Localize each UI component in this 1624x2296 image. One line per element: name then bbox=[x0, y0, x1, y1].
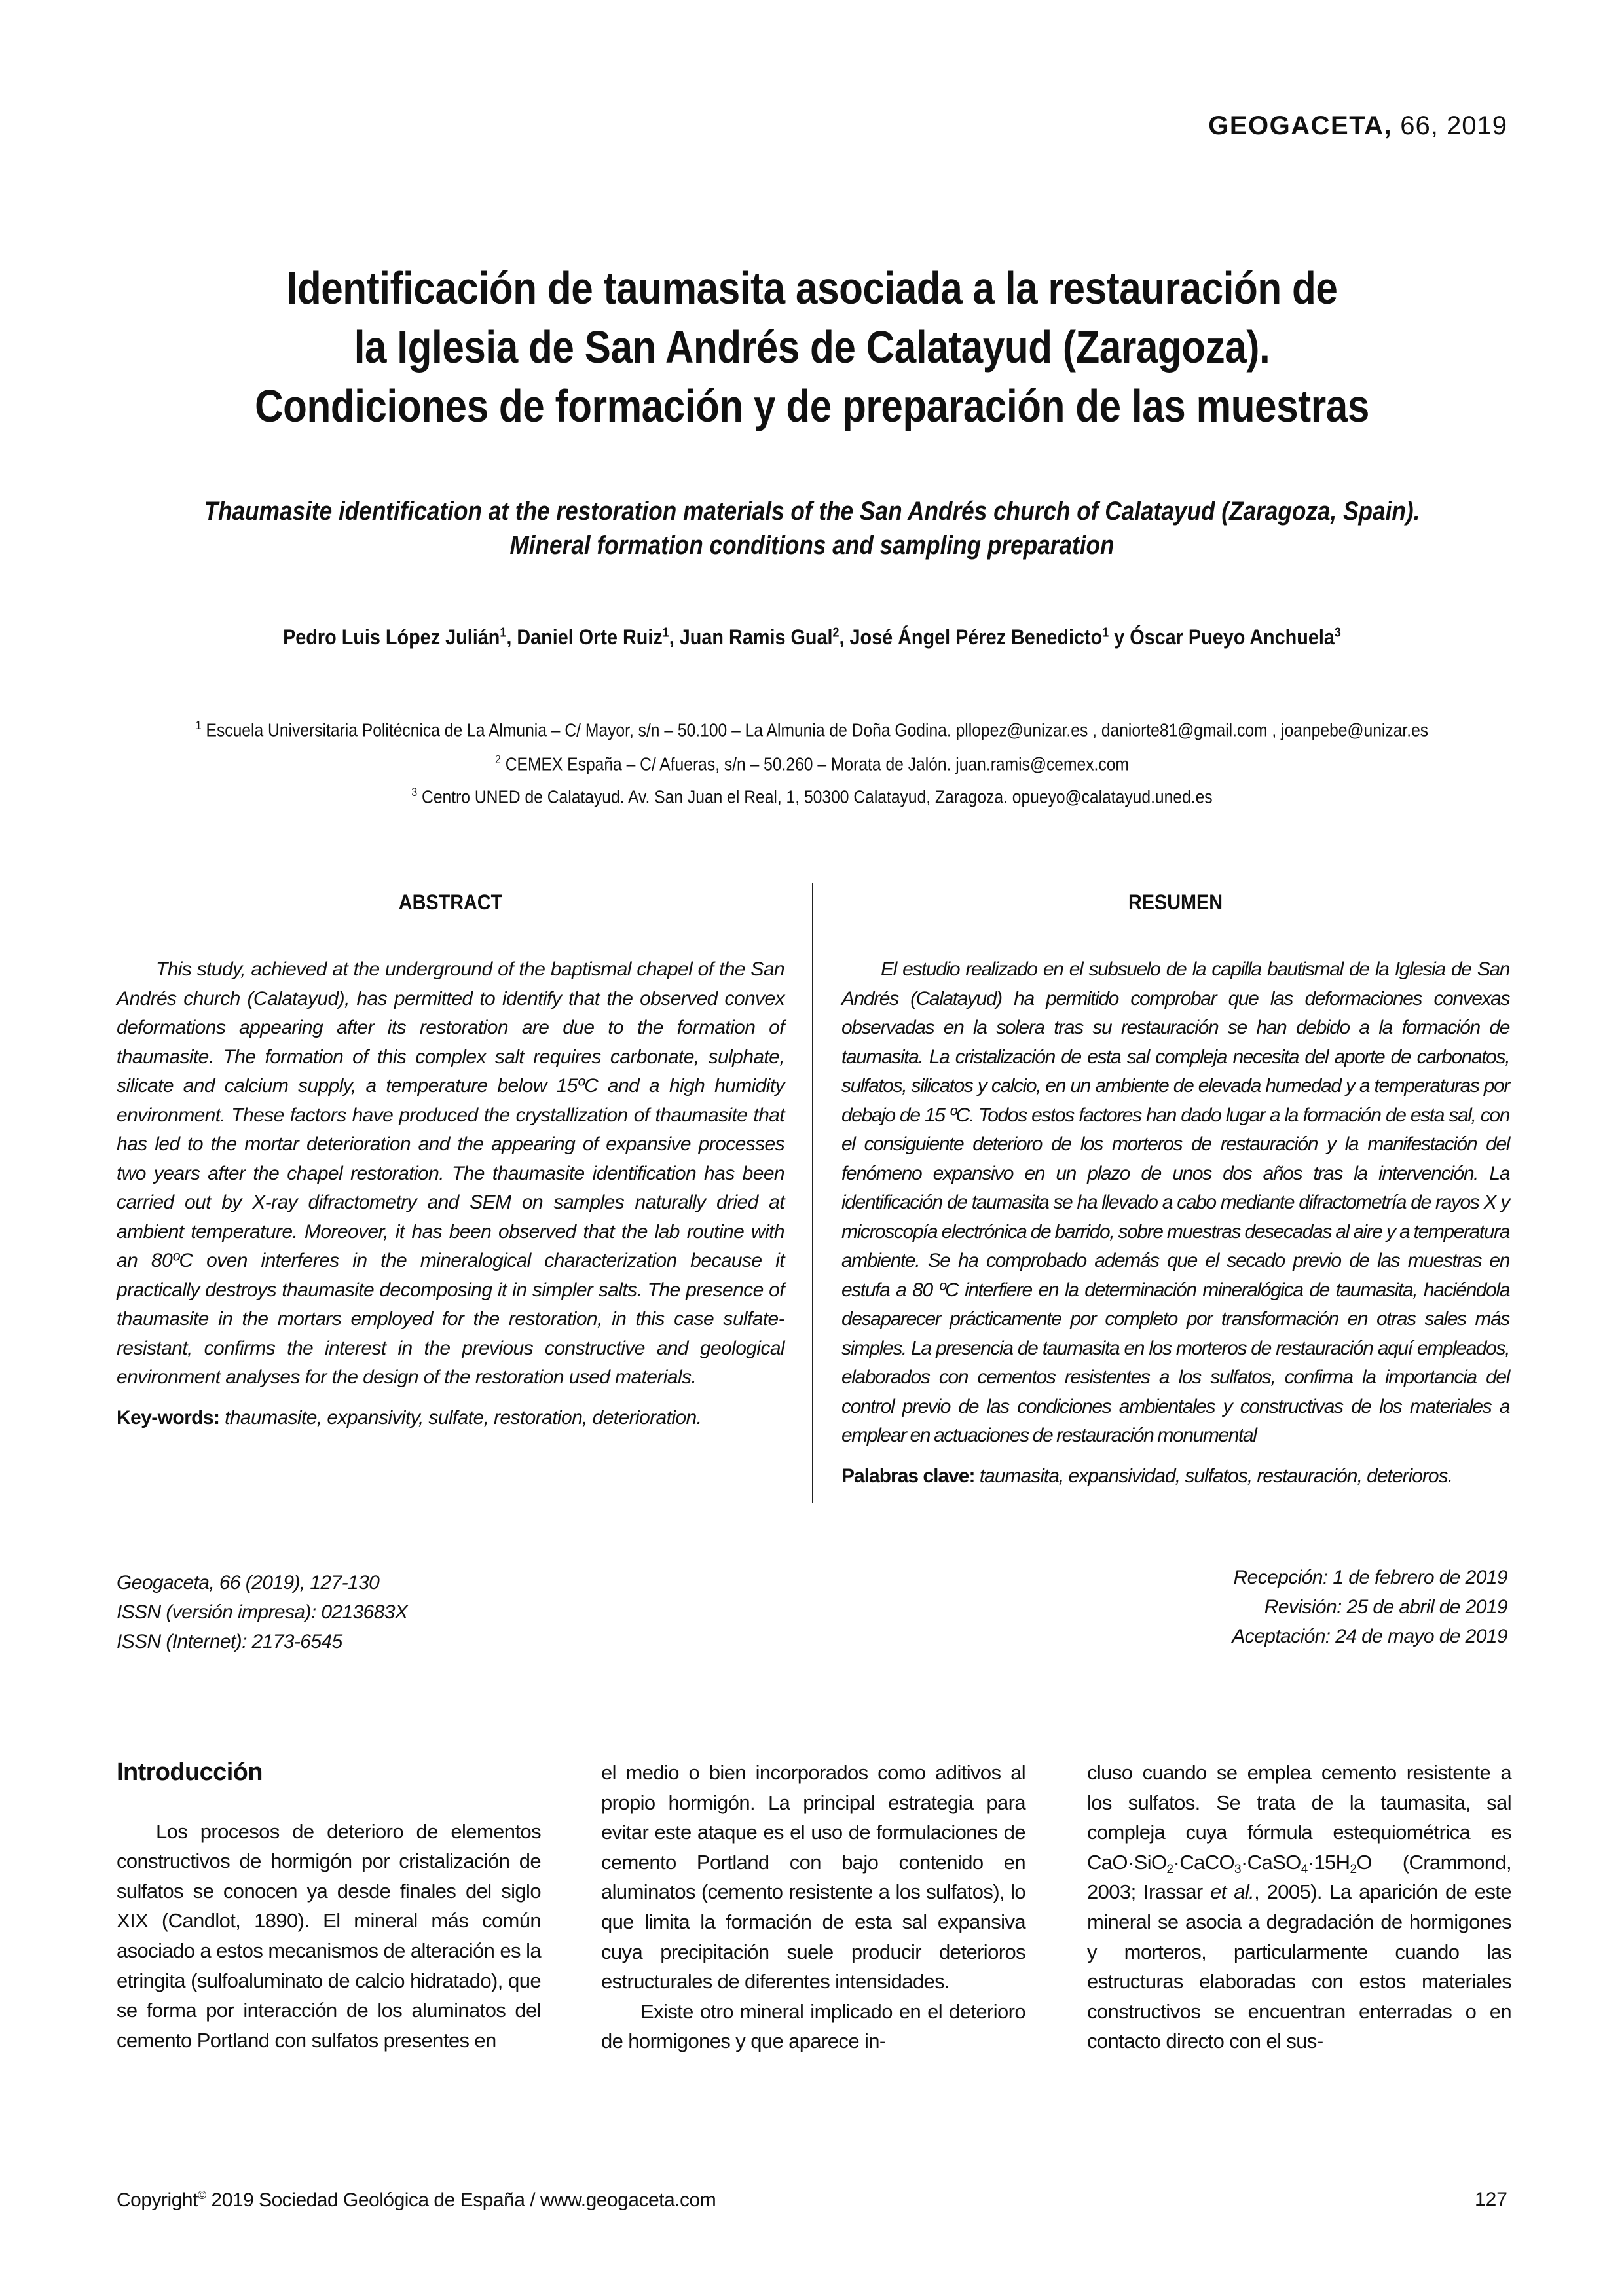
palabras-clave-list: taumasita, expansividad, sulfatos, restauración, deterioros. bbox=[974, 1465, 1452, 1487]
formula-part: ·CaCO bbox=[1173, 1850, 1234, 1874]
column-divider bbox=[812, 883, 813, 1503]
body-column-1 bbox=[117, 1758, 541, 2055]
copyright-label: Copyright bbox=[117, 2189, 198, 2211]
journal-header bbox=[1208, 111, 1507, 141]
publication-info bbox=[117, 1568, 407, 1656]
formula-subscript: 2 bbox=[1166, 1862, 1173, 1876]
keywords-list: thaumasite, expansivity, sulfate, restoration, deterioration. bbox=[219, 1406, 702, 1429]
palabras-clave bbox=[841, 1465, 1509, 1487]
author-affiliation-marker: 1 bbox=[1102, 625, 1109, 640]
author-list bbox=[152, 625, 1472, 649]
affiliation-3 bbox=[166, 786, 1457, 807]
keywords-label: Key-words: bbox=[117, 1406, 220, 1429]
affiliation-1 bbox=[166, 719, 1457, 740]
accepted-date: Aceptación: 24 de mayo de 2019 bbox=[1232, 1626, 1507, 1647]
resumen-text: El estudio realizado en el subsuelo de la capilla bautismal de la Iglesia de San Andrés (Calatayud) ha permitido comprobar que las deformaciones convexas observadas en la solera tras su restauración se han debido a la formación de taumasita. La cristalización de esta sal compleja necesita del aporte de carbonatos, sulfatos, silicatos y calcio, en un ambiente de elevada humedad y a temperaturas por debajo de 15 ºC. Todos estos factores han dado lugar a la formación de esta sal, con el consiguiente deterioro de los morteros de restauración y la manifestación del fenómeno expansivo en un plazo de unos dos años tras la intervención. La identificación de taumasita se ha llevado a cabo mediante difractometría de rayos X y microscopía electrónica de barrido, sobre muestras desecadas al aire y a temperatura ambiente. Se ha comprobado además que el secado previo de las muestras en estufa a 80 ºC interfiere en la determinación mineralógica de taumasita, haciéndola desaparecer prácticamente por completo por transformación en otras sales más simples. La presencia de taumasita en los morteros de restauración aquí empleados, elaborados con cementos resistentes a los sulfatos, confirma la importancia del control previo de las condiciones ambientales y constructivas de los materiales a emplear en actuaciones de restauración monumental bbox=[841, 958, 1509, 1446]
affiliation-text: CEMEX España – C/ Afueras, s/n – 50.260 – Morata de Jalón. juan.ramis@cemex.com bbox=[500, 754, 1129, 774]
copyright-footer bbox=[117, 2189, 716, 2212]
keywords bbox=[117, 1407, 784, 1429]
author-separator: , bbox=[669, 625, 680, 649]
author-name: Óscar Pueyo Anchuela bbox=[1130, 625, 1335, 649]
author-name: Daniel Orte Ruiz bbox=[517, 625, 663, 649]
copyright-text: 2019 Sociedad Geológica de España / www.geogaceta.com bbox=[206, 2189, 716, 2211]
text-run: (Crammond, 2003; Irassar bbox=[1087, 1850, 1511, 1904]
author-separator: , bbox=[506, 625, 517, 649]
affiliation-text: Escuela Universitaria Politécnica de La Almunia – C/ Mayor, s/n – 50.100 – La Almunia de Doña Godina. pllopez@unizar.es , daniorte81@gmail.com , joanpebe@unizar.es bbox=[201, 720, 1429, 740]
formula-part: O bbox=[1356, 1850, 1372, 1874]
author-separator: , bbox=[839, 625, 850, 649]
et-al: et al. bbox=[1210, 1880, 1255, 1904]
chemical-formula bbox=[1087, 1851, 1372, 1874]
author-name: Juan Ramis Gual bbox=[679, 625, 833, 649]
issn-print: ISSN (versión impresa): 0213683X bbox=[117, 1601, 408, 1623]
english-title bbox=[166, 494, 1457, 562]
abstract-heading: ABSTRACT bbox=[398, 890, 503, 914]
english-title-line-2: Mineral formation conditions and sampling preparation bbox=[509, 531, 1115, 560]
formula-part: ·CaSO bbox=[1240, 1850, 1301, 1874]
formula-part: CaO·SiO bbox=[1087, 1850, 1167, 1874]
revised-date: Revisión: 25 de abril de 2019 bbox=[1264, 1596, 1507, 1618]
author-affiliation-marker: 2 bbox=[832, 625, 840, 640]
formula-part: ·15H bbox=[1307, 1850, 1350, 1874]
title-line-3: Condiciones de formación y de preparación de las muestras bbox=[255, 380, 1369, 431]
body-paragraph: Los procesos de deterioro de elementos constructivos de hormigón por cristalización de sulfatos se conocen ya desde finales del siglo XIX (Candlot, 1890). El mineral más común asociado a estos mecanismos de alteración es la etringita (sulfoaluminato de calcio hidratado), que se forma por interacción de los aluminatos del cemento Portland con sulfatos presentes en bbox=[117, 1819, 541, 2052]
formula-subscript: 2 bbox=[1350, 1862, 1357, 1876]
formula-subscript: 4 bbox=[1301, 1862, 1308, 1876]
body-paragraph: el medio o bien incorporados como aditivos al propio hormigón. La principal estrategia para evitar este ataque es el uso de formulaciones de cemento Portland con bajo contenido en aluminatos (cemento resistente a los sulfatos), lo que limita la formación de esta sal expansiva cuya precipitación suele producir deterioros estructurales de diferentes intensidades. bbox=[601, 1761, 1025, 1994]
issn-online: ISSN (Internet): 2173-6545 bbox=[117, 1631, 342, 1652]
author-affiliation-marker: 1 bbox=[662, 625, 669, 640]
received-date: Recepción: 1 de febrero de 2019 bbox=[1233, 1567, 1507, 1588]
affiliation-text: Centro UNED de Calatayud. Av. San Juan el Real, 1, 50300 Calatayud, Zaragoza. opueyo@calatayud.uned.es bbox=[417, 786, 1213, 807]
journal-name: GEOGACETA, bbox=[1208, 111, 1393, 140]
text-run: , 2005). La aparición de este mineral se asocia a degradación de hormigones y morteros, particularmente cuando las estructuras elaboradas con estos materiales constructivos se encuentran enterradas o en contacto directo con el sus- bbox=[1087, 1880, 1511, 2053]
body-column-2 bbox=[601, 1758, 1025, 2056]
body-column-3 bbox=[1087, 1758, 1511, 2056]
author-name: Pedro Luis López Julián bbox=[283, 625, 500, 649]
resumen-heading: RESUMEN bbox=[1128, 890, 1223, 914]
abstract-text: This study, achieved at the underground of the baptismal chapel of the San Andrés church (Calatayud), has permitted to identify that the observed convex deformations appearing after its restoration are due to the formation of thaumasite. The formation of this complex salt requires carbonate, sulphate, silicate and calcium supply, a temperature below 15ºC and a high humidity environment. These factors have produced the crystallization of thaumasite that has led to the mortar deterioration and the appearing of expansive processes two years after the chapel restoration. The thaumasite identification has been carried out by X-ray difractometry and SEM on samples naturally dried at ambient temperature. Moreover, it has been observed that the lab routine with an 80ºC oven interferes in the mineralogical characterization because it practically destroys thaumasite decomposing it in simpler salts. The presence of thaumasite in the mortars employed for the restoration, in this case sulfate-resistant, confirms the interest in the previous constructive and geological environment analyses for the design of the restoration used materials. bbox=[117, 958, 784, 1388]
affiliation-number: 2 bbox=[495, 753, 501, 766]
english-title-line-1: Thaumasite identification at the restoration materials of the San Andrés church of Calatayud (Zaragoza, Spain). bbox=[204, 497, 1420, 526]
resumen-section bbox=[841, 890, 1509, 1487]
abstract-section bbox=[117, 890, 784, 1429]
page-number: 127 bbox=[1474, 2189, 1507, 2210]
copyright-symbol: © bbox=[197, 2189, 206, 2202]
body-paragraph bbox=[1087, 1758, 1511, 2056]
editorial-dates bbox=[1232, 1563, 1507, 1651]
page-title bbox=[198, 259, 1426, 435]
body-paragraph: Existe otro mineral implicado en el deterioro de hormigones y que aparece in- bbox=[601, 1999, 1025, 2053]
title-line-2: la Iglesia de San Andrés de Calatayud (Zaragoza). bbox=[354, 321, 1270, 373]
citation: Geogaceta, 66 (2019), 127-130 bbox=[117, 1572, 380, 1594]
palabras-clave-label: Palabras clave: bbox=[841, 1465, 975, 1487]
text-run: cluso cuando se emplea cemento resistente a los sulfatos. Se trata de la taumasita, sal compleja cuya fórmula estequiométrica es bbox=[1087, 1761, 1511, 1844]
affiliation-number: 1 bbox=[195, 719, 202, 732]
affiliation-number: 3 bbox=[411, 786, 418, 799]
author-affiliation-marker: 1 bbox=[500, 625, 507, 640]
journal-volume-year: 66, 2019 bbox=[1392, 111, 1507, 140]
formula-subscript: 3 bbox=[1234, 1862, 1241, 1876]
author-separator: y bbox=[1109, 625, 1130, 649]
author-name: José Ángel Pérez Benedicto bbox=[849, 625, 1103, 649]
affiliation-2 bbox=[166, 753, 1457, 774]
author-affiliation-marker: 3 bbox=[1334, 625, 1341, 640]
title-line-1: Identificación de taumasita asociada a la restauración de bbox=[286, 263, 1338, 314]
section-heading-introduccion: Introducción bbox=[117, 1758, 263, 1786]
